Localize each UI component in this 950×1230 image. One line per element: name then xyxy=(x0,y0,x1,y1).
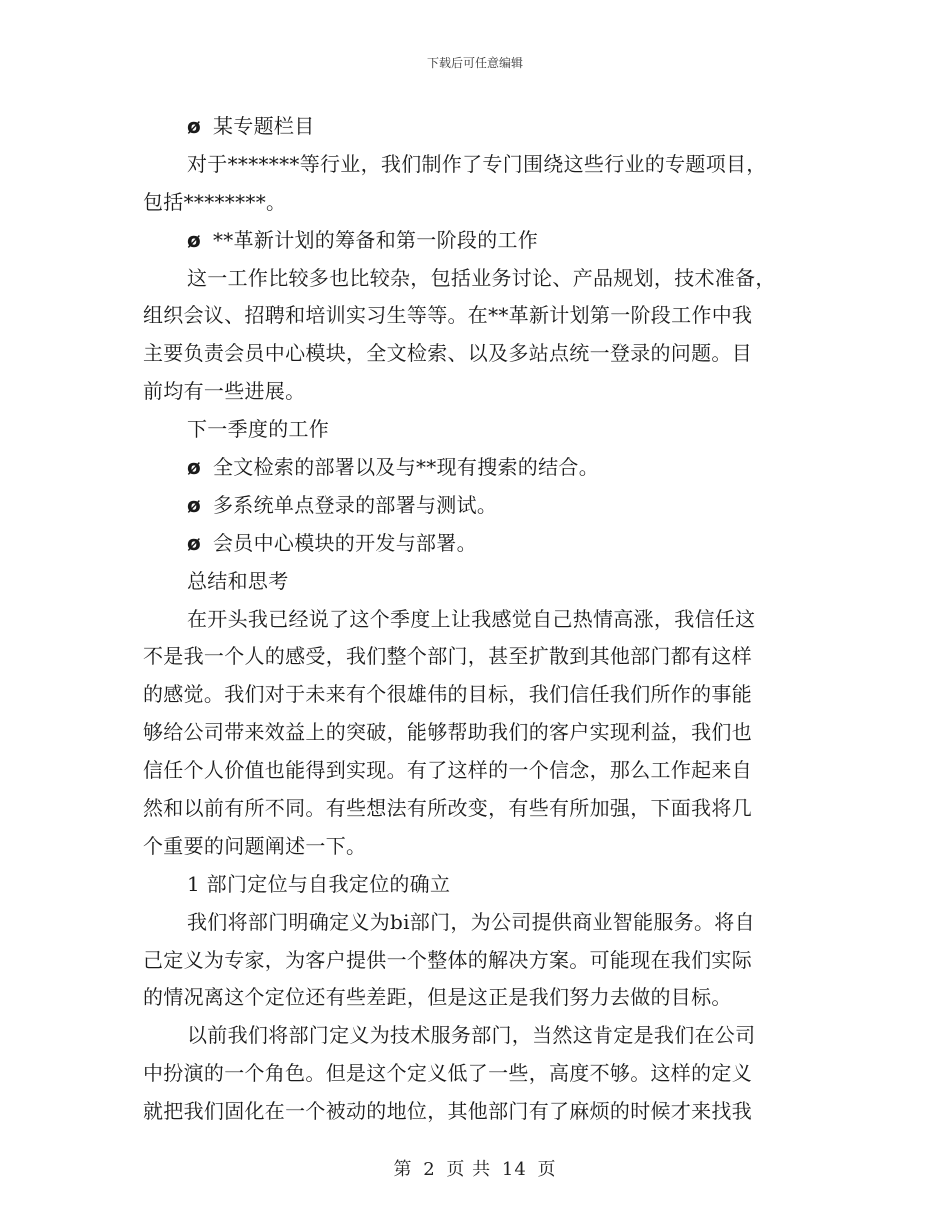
line-text: 包括********。 xyxy=(143,189,287,214)
bullet-icon: ø xyxy=(187,492,202,517)
line-text: 己定义为专家，为客户提供一个整体的解决方案。可能现在我们实际 xyxy=(143,947,752,972)
line-text: 我们将部门明确定义为bi部门，为公司提供商业智能服务。将自 xyxy=(187,909,755,934)
text-line xyxy=(143,487,803,525)
text-line xyxy=(143,563,803,601)
line-text: 然和以前有所不同。有些想法有所改变，有些有所加强，下面我将几 xyxy=(143,796,752,821)
line-text: 1 部门定位与自我定位的确立 xyxy=(187,871,451,896)
line-text: **革新计划的筹备和第一阶段的工作 xyxy=(213,227,539,252)
line-text: 前均有一些进展。 xyxy=(143,379,306,404)
line-text: 以前我们将部门定义为技术服务部门，当然这肯定是我们在公司 xyxy=(187,1023,756,1048)
text-line xyxy=(143,601,803,639)
footer-suffix: 页 xyxy=(537,1159,557,1180)
line-text: 会员中心模块的开发与部署。 xyxy=(213,530,477,555)
line-text: 够给公司带来效益上的突破，能够帮助我们的客户实现利益，我们也 xyxy=(143,720,752,745)
line-text: 信任个人价值也能得到实现。有了这样的一个信念，那么工作起来自 xyxy=(143,758,752,783)
text-line xyxy=(143,297,803,335)
text-line xyxy=(143,676,803,714)
line-text: 的感觉。我们对于未来有个很雄伟的目标，我们信任我们所作的事能 xyxy=(143,682,752,707)
text-line xyxy=(143,1017,803,1055)
text-line xyxy=(143,449,803,487)
line-text: 的情况离这个定位还有些差距，但是这正是我们努力去做的目标。 xyxy=(143,985,732,1010)
text-line xyxy=(143,525,803,563)
line-text: 就把我们固化在一个被动的地位，其他部门有了麻烦的时候才来找我 xyxy=(143,1099,752,1124)
text-line xyxy=(143,979,803,1017)
text-line xyxy=(143,260,803,298)
text-line xyxy=(143,222,803,260)
line-text: 主要负责会员中心模块，全文检索、以及多站点统一登录的问题。目 xyxy=(143,341,752,366)
line-text: 总结和思考 xyxy=(187,568,289,593)
document-body xyxy=(143,108,803,1131)
line-text: 下一季度的工作 xyxy=(187,417,330,442)
page-number: 2 xyxy=(423,1159,436,1180)
text-line xyxy=(143,790,803,828)
line-text: 对于*******等行业，我们制作了专门围绕这些行业的专题项目， xyxy=(187,151,767,176)
bullet-icon: ø xyxy=(187,114,202,138)
text-line xyxy=(143,638,803,676)
text-line xyxy=(143,942,803,980)
text-line xyxy=(143,335,803,373)
text-line xyxy=(143,146,803,184)
text-line xyxy=(143,752,803,790)
text-line xyxy=(143,373,803,411)
text-line xyxy=(143,1093,803,1131)
line-text: 组织会议、招聘和培训实习生等等。在**革新计划第一阶段工作中我 xyxy=(143,303,753,328)
line-text: 这一工作比较多也比较杂，包括业务讨论、产品规划，技术准备， xyxy=(187,265,776,290)
text-line xyxy=(143,1055,803,1093)
text-line xyxy=(143,866,803,904)
line-text: 在开头我已经说了这个季度上让我感觉自己热情高涨，我信任这 xyxy=(187,606,756,631)
line-text: 不是我一个人的感受，我们整个部门，甚至扩散到其他部门都有这样 xyxy=(143,644,752,669)
bullet-icon: ø xyxy=(187,227,202,252)
text-line xyxy=(143,904,803,942)
line-text: 多系统单点登录的部署与测试。 xyxy=(213,492,498,517)
text-line xyxy=(143,411,803,449)
line-text: 全文检索的部署以及与**现有搜索的结合。 xyxy=(213,455,599,480)
footer-middle: 页 共 xyxy=(446,1159,492,1180)
bullet-icon: ø xyxy=(187,530,202,555)
page-footer xyxy=(0,1155,950,1181)
bullet-icon: ø xyxy=(187,455,202,480)
text-line xyxy=(143,108,803,146)
page-header: 下载后可任意编辑 xyxy=(426,56,523,70)
line-text: 某专题栏目 xyxy=(213,114,315,138)
footer-prefix: 第 xyxy=(393,1159,413,1180)
total-pages: 14 xyxy=(501,1159,527,1180)
text-line xyxy=(143,714,803,752)
text-line xyxy=(143,828,803,866)
text-line xyxy=(143,184,803,222)
line-text: 中扮演的一个角色。但是这个定义低了一些，高度不够。这样的定义 xyxy=(143,1061,752,1086)
line-text: 个重要的问题阐述一下。 xyxy=(143,833,367,858)
